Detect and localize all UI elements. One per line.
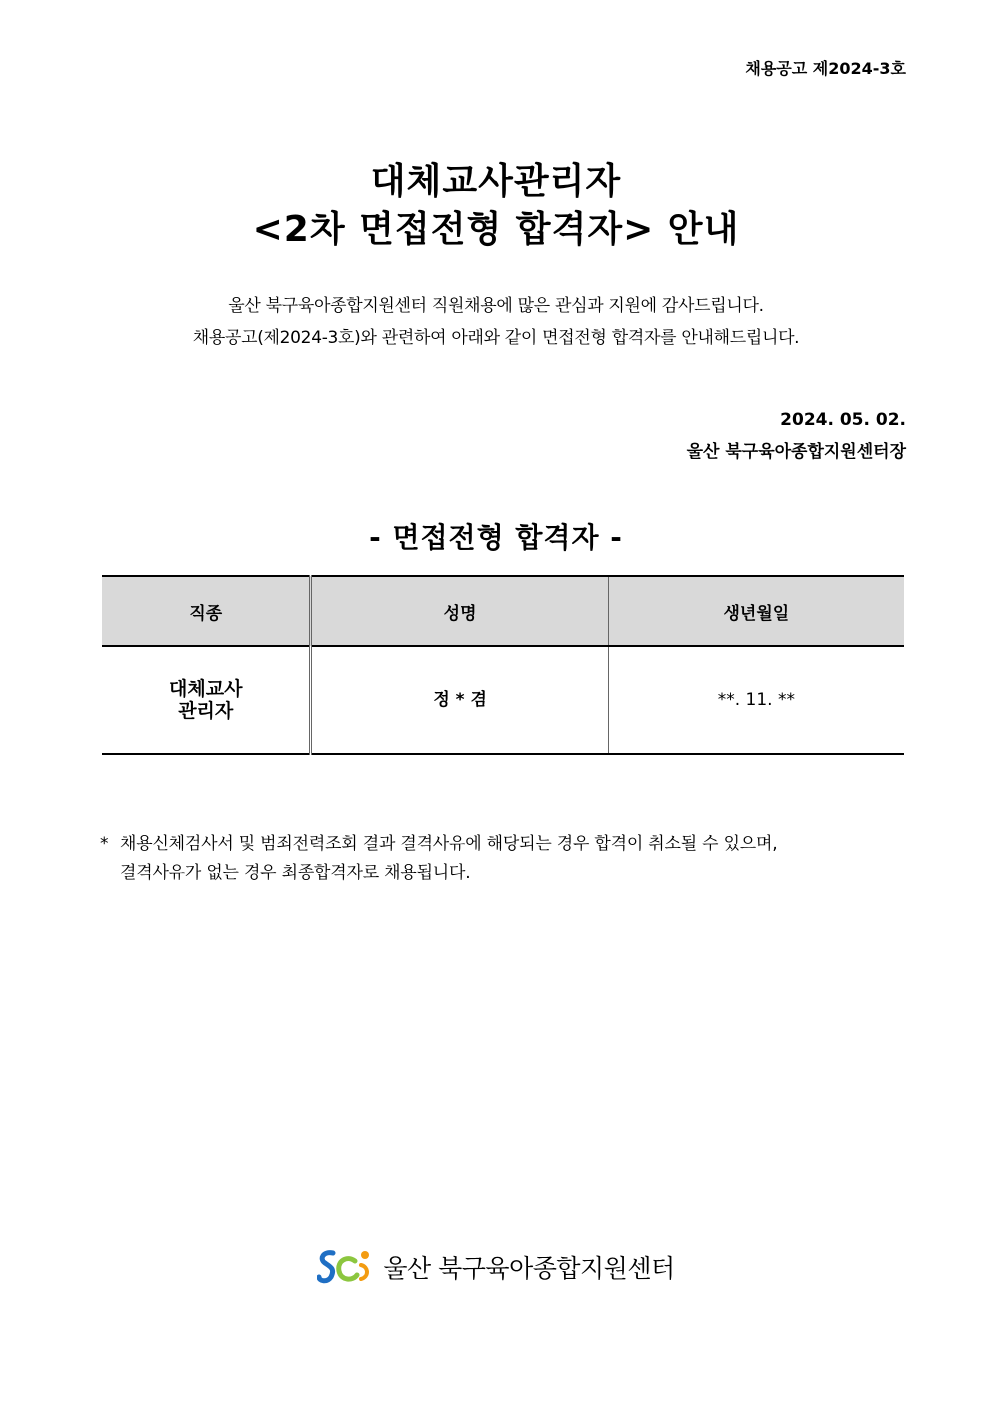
title-line-1: 대체교사관리자	[370, 161, 622, 202]
header-position: 직종	[102, 576, 311, 646]
cell-name: 정 * 겸	[311, 646, 608, 754]
logo-text: 울산 북구육아종합지원센터	[383, 1254, 675, 1283]
position-line-2: 관리자	[178, 700, 234, 722]
position-line-1: 대체교사	[169, 678, 243, 700]
issue-date: 2024. 05. 02.	[780, 410, 906, 430]
section-title: - 면접전형 합격자 -	[369, 521, 623, 554]
cell-position	[102, 646, 311, 754]
intro-line-2: 채용공고(제2024-3호)와 관련하여 아래와 같이 면접전형 합격자를 안내해드립니다.	[192, 328, 800, 348]
header-name: 성명	[311, 576, 608, 646]
table-header-row	[102, 576, 904, 646]
title-line-2: <2차 면접전형 합격자> 안내	[252, 209, 740, 250]
page-title	[0, 158, 992, 254]
intro-line-1: 울산 북구육아종합지원센터 직원채용에 많은 관심과 지원에 감사드립니다.	[228, 296, 764, 316]
footnote-text-1: 채용신체검사서 및 범죄전력조회 결과 결격사유에 해당되는 경우 합격이 취소될 수 있으며,	[120, 834, 778, 854]
header-birthdate: 생년월일	[608, 576, 904, 646]
footnote-line-2: 결격사유가 없는 경우 최종합격자로 채용됩니다.	[120, 863, 471, 883]
issuer: 울산 북구육아종합지원센터장	[686, 442, 906, 462]
notice-number: 채용공고 제2024-3호	[745, 59, 906, 78]
cell-birthdate: **. 11. **	[608, 646, 904, 754]
date-block	[687, 404, 906, 468]
table-row	[102, 646, 904, 754]
intro-paragraph	[0, 290, 992, 354]
footer-logo	[0, 1247, 992, 1287]
result-table	[102, 575, 904, 755]
footnote-line-1	[100, 830, 908, 859]
center-logo-icon	[317, 1247, 375, 1287]
footnote	[100, 830, 908, 888]
footnote-marker: *	[100, 834, 109, 854]
